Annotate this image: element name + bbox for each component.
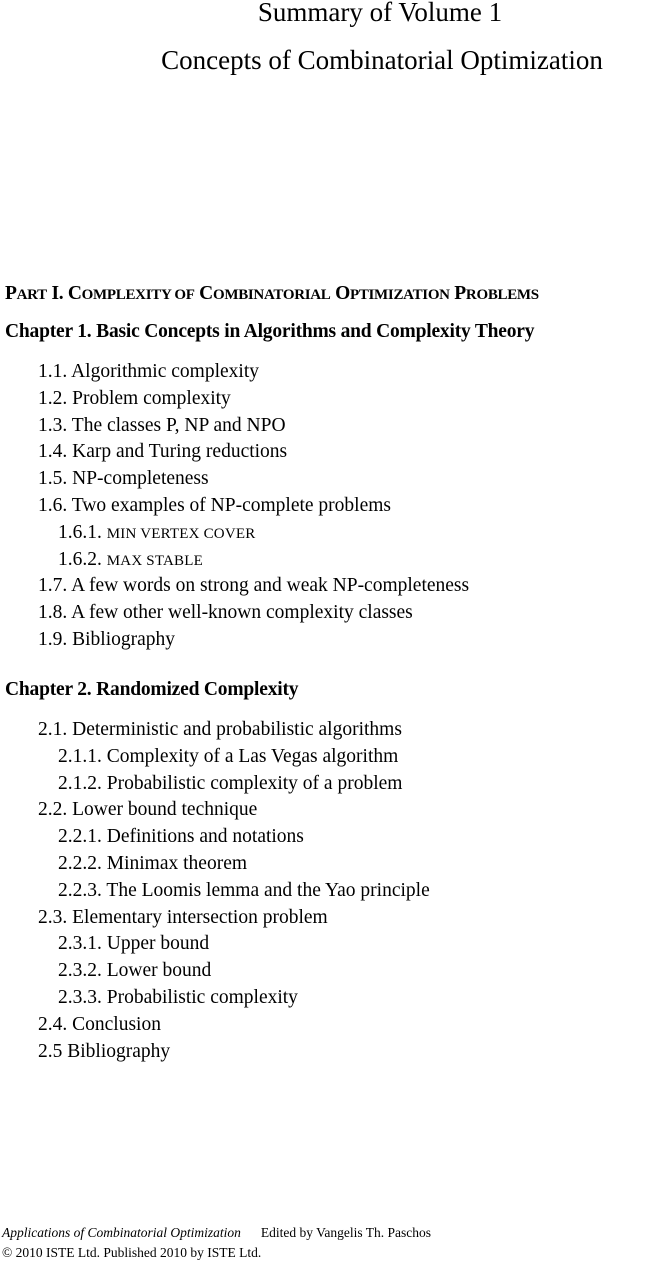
toc-entry xyxy=(38,628,175,652)
part-heading-smallcaps: OMBINATORIAL xyxy=(212,287,331,303)
toc-entry-number: 2.3.2. xyxy=(58,960,102,982)
toc-entry-title: Definitions and notations xyxy=(106,826,304,848)
toc-entry xyxy=(58,986,298,1010)
part-heading-smallcaps: PTIMIZATION xyxy=(349,287,450,303)
toc-entry-number: 2.2. xyxy=(38,799,68,821)
toc-entry xyxy=(38,467,209,491)
part-heading-smallcaps: ART xyxy=(16,287,47,303)
toc-entry-number: 2.1. xyxy=(38,719,68,740)
volume-subtitle: Concepts of Combinatorial Optimization xyxy=(161,45,603,75)
toc-entry xyxy=(38,906,328,930)
toc-entry xyxy=(38,387,231,411)
toc-entry xyxy=(58,879,430,903)
toc-entry-title: The Loomis lemma and the Yao principle xyxy=(106,879,430,901)
part-heading-cap: I. C xyxy=(46,283,82,304)
footer-book-line xyxy=(2,1224,431,1241)
toc-entry-title: Minimax theorem xyxy=(106,853,248,874)
toc-entry-number: 1.7. xyxy=(38,575,68,597)
toc-entry-number: 2.3.3. xyxy=(58,987,102,1008)
toc-entry-number: 2.1.2. xyxy=(58,772,102,794)
toc-entry xyxy=(38,718,402,742)
toc-entry-title: Probabilistic complexity of a problem xyxy=(106,772,403,794)
toc-entry-number: 1.4. xyxy=(38,441,68,463)
toc-entry-number: 2.2.2. xyxy=(58,853,102,874)
toc-entry xyxy=(38,1013,161,1037)
toc-entry-title: Lower bound technique xyxy=(72,799,258,821)
toc-entry-number: 1.2. xyxy=(38,387,68,409)
toc-entry xyxy=(38,440,287,464)
part-heading xyxy=(5,282,539,307)
toc-entry xyxy=(58,959,211,983)
toc-entry-number: 1.5. xyxy=(38,468,68,490)
toc-entry-number: 1.6.1. xyxy=(58,521,102,543)
toc-entry xyxy=(58,932,209,956)
toc-entry-title: MAX STABLE xyxy=(106,552,203,569)
toc-entry-title: Conclusion xyxy=(72,1013,161,1035)
part-heading-cap: P xyxy=(449,283,466,304)
chapter-heading: Chapter 1. Basic Concepts in Algorithms and Complexity Theory xyxy=(5,321,535,342)
toc-entry xyxy=(58,852,247,876)
toc-entry-title: Probabilistic complexity xyxy=(106,987,298,1008)
toc-entry-title: Bibliography xyxy=(72,629,176,650)
toc-entry-title: Lower bound xyxy=(106,960,212,982)
toc-entry-title: A few other well-known complexity classes xyxy=(71,602,413,624)
toc-entry-number: 2.1.1. xyxy=(58,745,102,767)
toc-entry xyxy=(38,1040,170,1064)
toc-entry-number: 2.4. xyxy=(38,1013,68,1035)
toc-entry xyxy=(58,521,255,546)
toc-entry xyxy=(58,825,304,849)
toc-entry-title: Upper bound xyxy=(106,933,210,955)
toc-entry-number: 1.1. xyxy=(38,361,68,382)
toc-entry-number: 2.2.3. xyxy=(58,879,102,901)
part-heading-cap: C xyxy=(194,283,213,304)
toc-entry-title: Karp and Turing reductions xyxy=(72,441,288,463)
toc-entry-number: 1.3. xyxy=(38,414,68,436)
toc-entry-title: A few words on strong and weak NP-completeness xyxy=(71,575,470,597)
part-heading-smallcaps: OMPLEXITY OF xyxy=(81,287,195,303)
toc-entry-title: Algorithmic complexity xyxy=(71,361,259,382)
toc-entry xyxy=(58,745,398,769)
toc-entry-title: Bibliography xyxy=(67,1040,171,1062)
footer-copyright: © 2010 ISTE Ltd. Published 2010 by ISTE Ltd. xyxy=(2,1245,262,1260)
toc-entry xyxy=(38,574,469,598)
toc-entry xyxy=(38,601,413,625)
toc-entry-number: 1.9. xyxy=(38,629,68,650)
chapter-heading: Chapter 2. Randomized Complexity xyxy=(5,679,299,700)
toc-entry xyxy=(58,548,203,573)
footer-book-title: Applications of Combinatorial Optimization xyxy=(2,1225,241,1240)
toc-entry xyxy=(38,494,391,518)
toc-entry xyxy=(38,414,286,438)
toc-entry-title: Complexity of a Las Vegas algorithm xyxy=(106,745,399,767)
toc-entry xyxy=(38,798,257,822)
toc-entry xyxy=(58,772,402,796)
toc-entry-title: The classes P, NP and NPO xyxy=(71,414,286,436)
toc-entry-title: Deterministic and probabilistic algorithms xyxy=(72,719,402,740)
toc-entry-number: 2.3.1. xyxy=(58,933,102,955)
toc-entry-number: 2.5 xyxy=(38,1040,63,1062)
part-heading-smallcaps: ROBLEMS xyxy=(465,287,539,303)
toc-entry-number: 2.2.1. xyxy=(58,826,102,848)
toc-entry-number: 2.3. xyxy=(38,906,68,928)
part-heading-cap: O xyxy=(330,283,350,304)
toc-entry-number: 1.6. xyxy=(38,495,68,516)
toc-entry-title: Elementary intersection problem xyxy=(72,906,328,928)
toc-entry-title: Two examples of NP-complete problems xyxy=(71,495,392,516)
toc-entry-title: NP-completeness xyxy=(72,468,209,490)
toc-entry-title: MIN VERTEX COVER xyxy=(106,525,256,542)
footer-editor: Edited by Vangelis Th. Paschos xyxy=(260,1225,432,1240)
toc-entry xyxy=(38,360,259,384)
toc-entry-title: Problem complexity xyxy=(72,387,231,409)
part-heading-cap: P xyxy=(5,283,17,304)
toc-entry-number: 1.6.2. xyxy=(58,548,102,570)
toc-entry-number: 1.8. xyxy=(38,602,68,624)
volume-title: Summary of Volume 1 xyxy=(257,0,503,27)
